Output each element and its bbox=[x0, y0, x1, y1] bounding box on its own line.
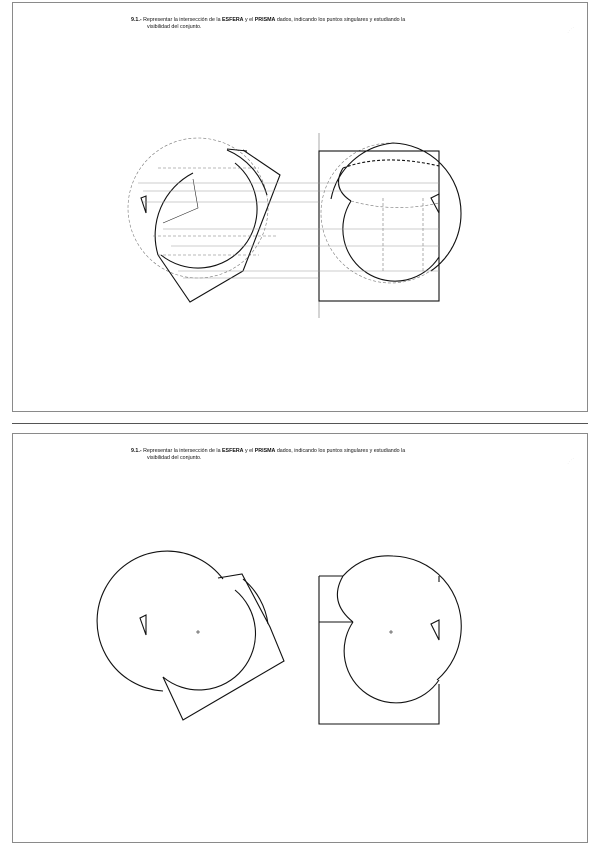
statement-text-after: dados, indicando los puntos singulares y estudiando la bbox=[276, 448, 406, 454]
intersection-notch bbox=[140, 615, 146, 635]
statement-line-2: visibilidad del conjunto. bbox=[147, 455, 202, 461]
projection-lines bbox=[138, 183, 439, 278]
sphere-outline bbox=[97, 551, 223, 691]
statement-text-before: Representar la intersección de la bbox=[143, 17, 221, 23]
statement-text-middle: y el bbox=[245, 448, 254, 454]
left-view-construction bbox=[128, 138, 280, 302]
right-view-construction bbox=[319, 133, 461, 318]
sphere-center-mark bbox=[196, 630, 200, 634]
intersection-lobe bbox=[337, 576, 353, 622]
intersection-curve bbox=[161, 163, 257, 268]
sphere-word: ESFERA bbox=[222, 17, 244, 23]
intersection-notch bbox=[431, 620, 439, 640]
sphere-center-mark bbox=[389, 630, 393, 634]
prism-word: PRISMA bbox=[254, 448, 276, 454]
prism-outline bbox=[158, 150, 280, 302]
sheet-divider bbox=[12, 423, 588, 424]
hidden-intersection bbox=[351, 201, 439, 208]
hidden-upper-curve bbox=[343, 160, 439, 168]
intersection-curve bbox=[163, 590, 255, 690]
sphere-visible-arc-right bbox=[227, 150, 267, 195]
statement-text-before: Representar la intersección de la bbox=[143, 448, 221, 454]
exercise-sheet-solution bbox=[12, 433, 588, 843]
prism-top-edge bbox=[227, 149, 247, 151]
prism-axis-construction bbox=[163, 179, 198, 223]
sphere-word: ESFERA bbox=[222, 448, 244, 454]
intersection-notch bbox=[141, 196, 146, 213]
solution-drawing bbox=[13, 434, 589, 844]
prism-word: PRISMA bbox=[254, 17, 276, 23]
corner-stamp: · · · · bbox=[565, 24, 576, 35]
sphere-hidden-outline bbox=[321, 143, 461, 283]
exercise-sheet-construction bbox=[12, 2, 588, 412]
statement-text-after: dados, indicando los puntos singulares y estudiando la bbox=[276, 17, 406, 23]
corner-stamp: · · · · bbox=[565, 455, 576, 466]
statement-line-2: visibilidad del conjunto. bbox=[147, 24, 202, 30]
sphere-visible-arc bbox=[331, 143, 461, 271]
intersection-lobe bbox=[339, 168, 352, 201]
statement-text-middle: y el bbox=[245, 17, 254, 23]
exercise-number: 9.1.- bbox=[131, 17, 142, 23]
prism-outline bbox=[319, 576, 439, 724]
right-view-solution bbox=[319, 556, 461, 724]
intersection-curve bbox=[343, 201, 439, 281]
prism-outline bbox=[163, 574, 284, 720]
intersection-curve bbox=[344, 622, 439, 703]
exercise-number: 9.1.- bbox=[131, 448, 142, 454]
sphere-outline bbox=[343, 556, 461, 680]
left-view-solution bbox=[97, 551, 284, 720]
construction-drawing bbox=[13, 3, 589, 413]
sphere-visible-arc bbox=[155, 173, 193, 255]
